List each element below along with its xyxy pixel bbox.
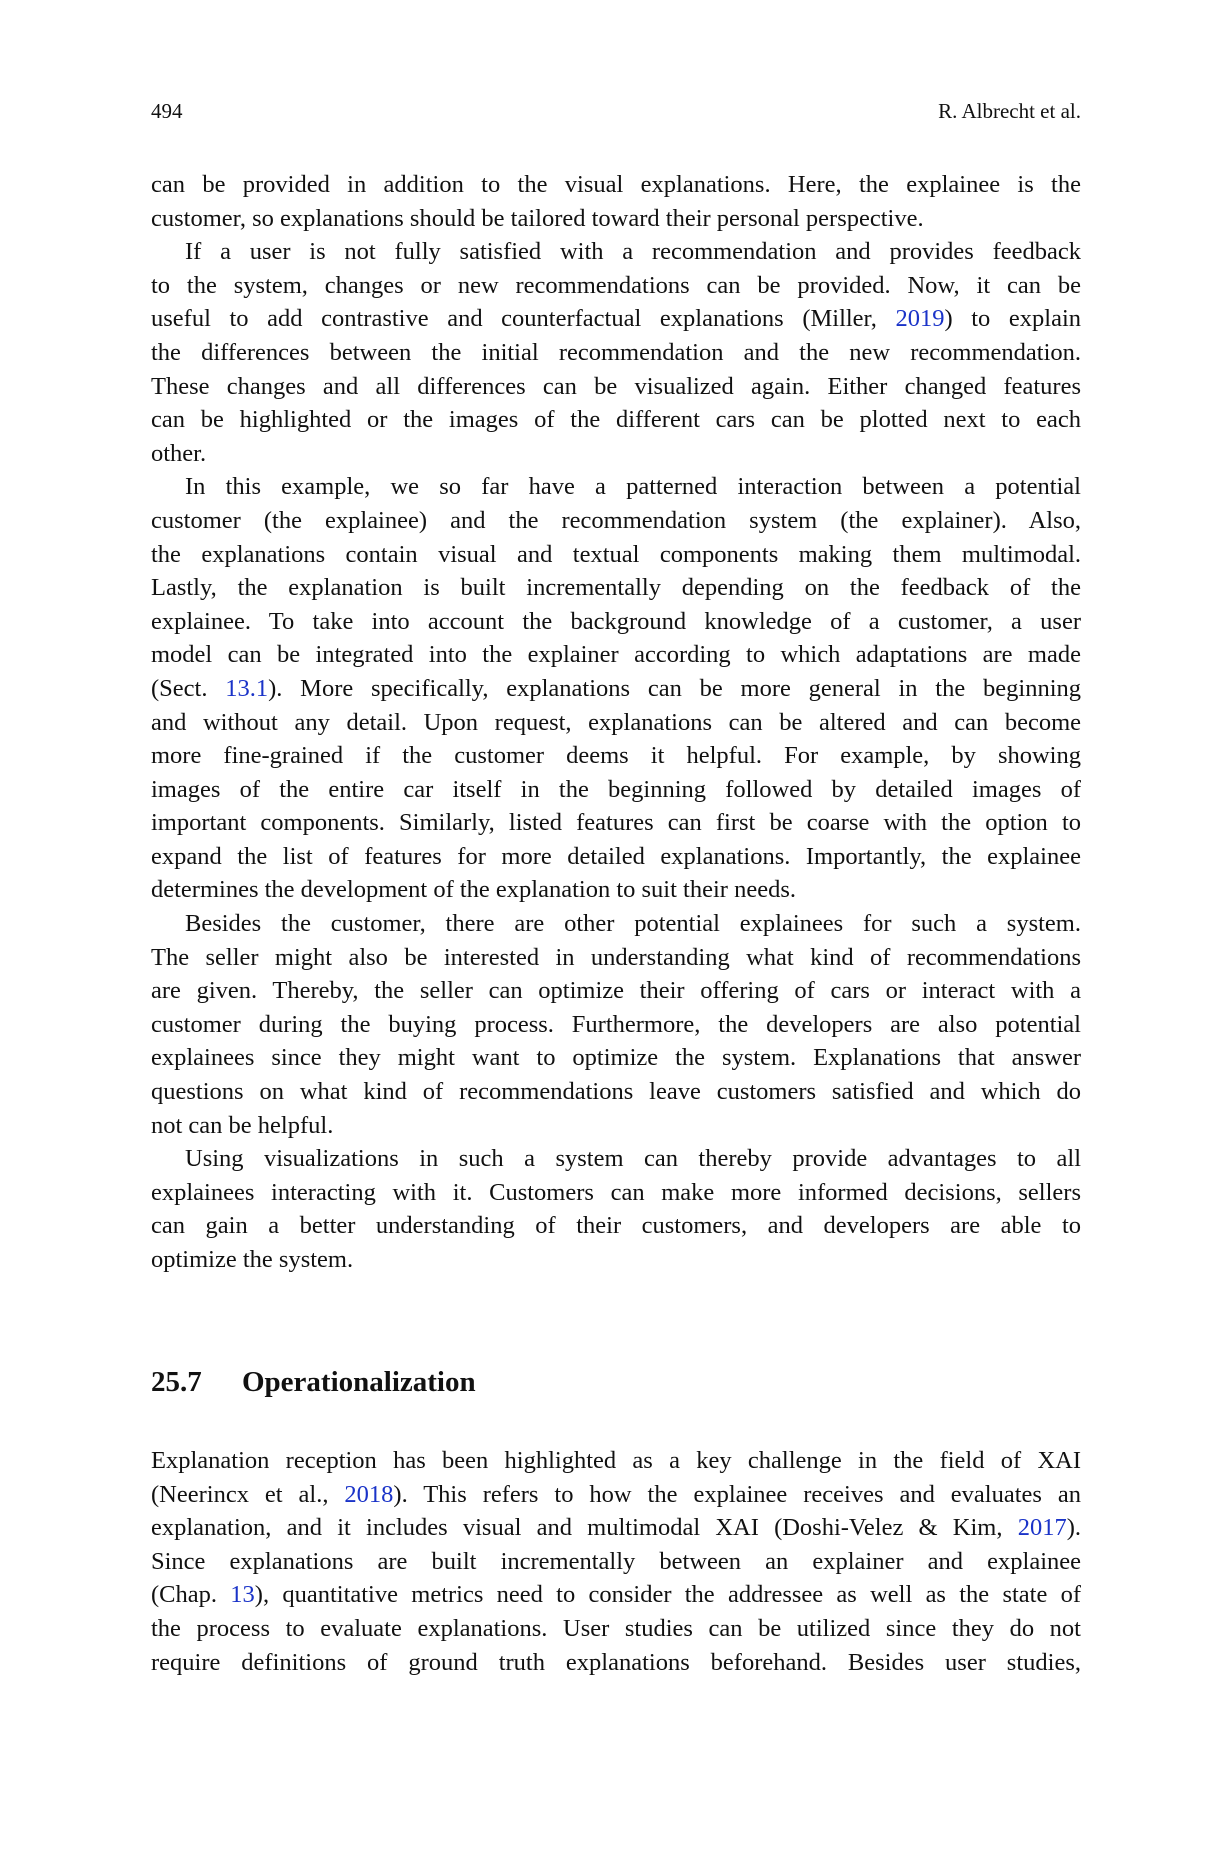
text-segment: (Neerincx et al.,: [151, 1480, 345, 1508]
text-line: [151, 840, 1081, 874]
text-segment: ). This refers to how the explainee receives and evaluates an: [393, 1480, 1081, 1508]
text-segment: The seller might also be interested in understanding what kind of recommendations: [151, 943, 1081, 971]
text-line: [151, 706, 1081, 740]
text-segment: customer during the buying process. Furthermore, the developers are also potential: [151, 1010, 1081, 1038]
text-segment: other.: [151, 439, 207, 467]
text-segment: (Sect.: [151, 674, 226, 702]
citation-link[interactable]: 2019: [895, 305, 945, 333]
text-segment: can gain a better understanding of their customers, and developers are able to: [151, 1212, 1081, 1240]
text-segment: expand the list of features for more detailed explanations. Importantly, the explainee: [151, 842, 1081, 870]
text-line: [151, 168, 1081, 202]
body-text-section: [151, 1444, 1081, 1679]
text-line: [151, 370, 1081, 404]
text-segment: customer (the explainee) and the recommendation system (the explainer). Also,: [151, 506, 1081, 534]
text-line: [151, 269, 1081, 303]
text-line: [151, 571, 1081, 605]
text-segment: can be highlighted or the images of the different cars can be plotted next to each: [151, 406, 1081, 434]
running-head: R. Albrecht et al.: [938, 99, 1081, 123]
text-line: [151, 1612, 1081, 1646]
text-segment: customer, so explanations should be tailored toward their personal perspective.: [151, 204, 924, 232]
text-segment: to the system, changes or new recommendations can be provided. Now, it can be: [151, 271, 1081, 299]
text-segment: Using visualizations in such a system can thereby provide advantages to all: [185, 1145, 1081, 1173]
text-segment: useful to add contrastive and counterfactual explanations (Miller,: [151, 305, 896, 333]
text-segment: Lastly, the explanation is built incrementally depending on the feedback of the: [151, 574, 1081, 602]
text-segment: important components. Similarly, listed features can first be coarse with the option to: [151, 809, 1081, 837]
text-line: [151, 1109, 1081, 1143]
text-line: [151, 941, 1081, 975]
text-line: [151, 538, 1081, 572]
text-line: [151, 773, 1081, 807]
section-title: Operationalization: [242, 1366, 476, 1398]
text-line: [151, 1545, 1081, 1579]
text-segment: explainees interacting with it. Customers can make more informed decisions, sellers: [151, 1178, 1081, 1206]
text-segment: questions on what kind of recommendations leave customers satisfied and which do: [151, 1078, 1081, 1106]
text-line: [151, 1008, 1081, 1042]
text-segment: ), quantitative metrics need to consider the addressee as well as the state of: [254, 1581, 1081, 1609]
text-segment: more fine-grained if the customer deems it helpful. For example, by showing: [151, 742, 1081, 770]
text-segment: Explanation reception has been highlighted as a key challenge in the field of XAI: [151, 1447, 1081, 1474]
citation-link[interactable]: 2017: [1017, 1514, 1067, 1542]
section-heading: [151, 1364, 476, 1400]
text-line: [151, 806, 1081, 840]
text-line: [151, 1243, 1081, 1277]
text-line: [151, 907, 1081, 941]
text-line: [151, 1075, 1081, 1109]
text-line: [151, 1041, 1081, 1075]
text-line: [151, 403, 1081, 437]
text-segment: images of the entire car itself in the beginning followed by detailed images of: [151, 775, 1081, 803]
citation-link[interactable]: 13: [230, 1581, 255, 1609]
text-segment: (Chap.: [151, 1581, 231, 1609]
section-number: 25.7: [151, 1366, 202, 1398]
text-line: [151, 235, 1081, 269]
text-segment: determines the development of the explanation to suit their needs.: [151, 876, 796, 904]
citation-link[interactable]: 2018: [344, 1480, 394, 1508]
text-segment: If a user is not fully satisfied with a recommendation and provides feedback: [185, 238, 1081, 266]
text-segment: These changes and all differences can be visualized again. Either changed features: [151, 372, 1081, 400]
text-line: [151, 1578, 1081, 1612]
text-line: [151, 1142, 1081, 1176]
text-line: [151, 202, 1081, 236]
text-line: [151, 1444, 1081, 1478]
text-line: [151, 974, 1081, 1008]
text-line: [151, 605, 1081, 639]
text-line: [151, 470, 1081, 504]
text-segment: optimize the system.: [151, 1246, 354, 1273]
text-line: [151, 302, 1081, 336]
text-segment: explanation, and it includes visual and multimodal XAI (Doshi-Velez & Kim,: [151, 1514, 1018, 1542]
text-segment: model can be integrated into the explainer according to which adaptations are made: [151, 641, 1081, 669]
text-line: [151, 873, 1081, 907]
text-segment: Besides the customer, there are other potential explainees for such a system.: [185, 910, 1081, 938]
text-line: [151, 1478, 1081, 1512]
text-segment: are given. Thereby, the seller can optimize their offering of cars or interact with a: [151, 977, 1081, 1005]
text-segment: not can be helpful.: [151, 1111, 334, 1139]
text-segment: and without any detail. Upon request, explanations can be altered and can become: [151, 708, 1081, 736]
text-line: [151, 437, 1081, 471]
text-segment: can be provided in addition to the visual explanations. Here, the explainee is the: [151, 171, 1081, 198]
text-line: [151, 739, 1081, 773]
text-line: [151, 1209, 1081, 1243]
text-segment: explainees since they might want to optimize the system. Explanations that answer: [151, 1044, 1081, 1072]
text-line: [151, 504, 1081, 538]
text-line: [151, 672, 1081, 706]
text-line: [151, 1176, 1081, 1210]
text-segment: ) to explain: [944, 305, 1081, 333]
text-line: [151, 638, 1081, 672]
text-segment: In this example, we so far have a patterned interaction between a potential: [185, 473, 1081, 501]
text-segment: the process to evaluate explanations. User studies can be utilized since they do not: [151, 1614, 1081, 1642]
text-segment: the explanations contain visual and textual components making them multimodal.: [151, 540, 1081, 568]
text-line: [151, 1511, 1081, 1545]
text-segment: explainee. To take into account the background knowledge of a customer, a user: [151, 607, 1081, 635]
text-segment: require definitions of ground truth explanations beforehand. Besides user studies,: [151, 1648, 1081, 1676]
text-line: [151, 336, 1081, 370]
text-segment: the differences between the initial recommendation and the new recommendation.: [151, 338, 1081, 366]
body-text-top: [151, 168, 1081, 1277]
citation-link[interactable]: 13.1: [225, 674, 269, 702]
page-number: 494: [151, 99, 183, 123]
text-segment: Since explanations are built incrementally between an explainer and explainee: [151, 1547, 1081, 1575]
text-segment: ).: [1066, 1514, 1081, 1542]
text-segment: ). More specifically, explanations can be more general in the beginning: [268, 674, 1081, 702]
text-line: [151, 1646, 1081, 1680]
